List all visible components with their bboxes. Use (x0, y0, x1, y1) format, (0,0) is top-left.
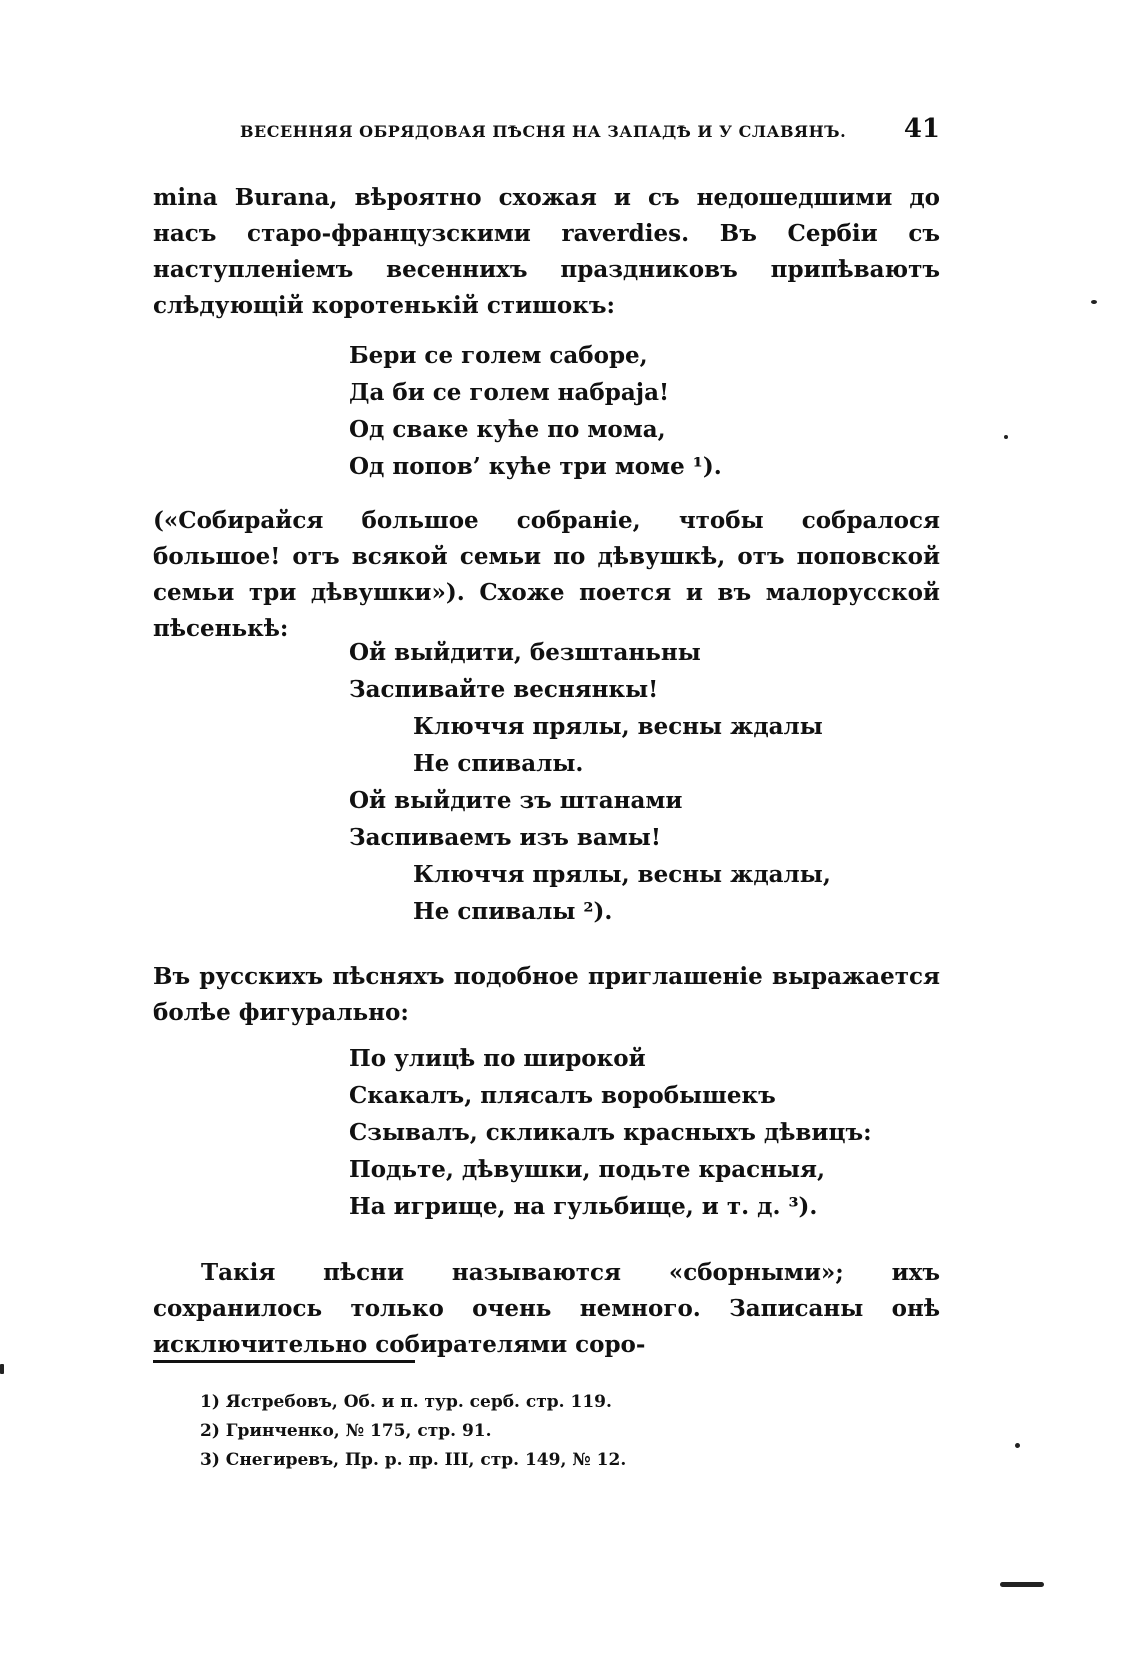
verse-line: Скакалъ, плясалъ воробышекъ (349, 1082, 776, 1109)
verse-line-indented: Не спивалы. (413, 750, 584, 777)
verse-line: Подьте, дѣвушки, подьте красныя, (349, 1156, 826, 1183)
scan-speck (1004, 435, 1008, 439)
footnote: 3) Снегиревъ, Пр. р. пр. III, стр. 149, № 12. (200, 1450, 627, 1470)
paragraph-4: Такія пѣсни называются «сборными»; ихъ сохранилось только очень немного. Записаны онѣ исключительно собирателями соро- (153, 1259, 940, 1358)
verse-line: На игрище, на гульбище, и т. д. ³). (349, 1193, 818, 1220)
paragraph-1: mina Burana, вѣроятно схожая и съ недошедшими до насъ старо-французскими raverdies. Въ Сербіи съ наступленіемъ весеннихъ праздниковъ припѣваютъ слѣдующій коротенькій стишокъ: (153, 184, 940, 319)
verse-line-indented: Ключчя прялы, весны ждалы, (413, 861, 831, 888)
scan-speck (1000, 1582, 1044, 1587)
verse-russian (349, 1040, 872, 1225)
scan-speck (1015, 1443, 1020, 1448)
footnote: 2) Гринченко, № 175, стр. 91. (200, 1421, 492, 1441)
scan-speck (1091, 300, 1097, 304)
paragraph-2: («Собирайся большое собраніе, чтобы собралося большое! отъ всякой семьи по дѣвушкѣ, отъ поповской семьи три дѣвушки»). Схоже поется и въ малорусской пѣсенькѣ: (153, 507, 940, 642)
paragraph-3: Въ русскихъ пѣсняхъ подобное приглашеніе выражается болѣе фигурально: (153, 963, 940, 1026)
verse-line: По улицѣ по широкой (349, 1045, 646, 1072)
footnotes (200, 1388, 626, 1475)
verse-line: Од попов’ куће три моме ¹). (349, 453, 722, 480)
page-number: 41 (903, 114, 940, 144)
verse-serbian (349, 337, 722, 485)
verse-line: Ой выйдите зъ штанами (349, 787, 683, 814)
running-header (240, 114, 940, 148)
verse-line: Заспивайте веснянкы! (349, 676, 659, 703)
footnote: 1) Ястребовъ, Об. и п. тур. серб. стр. 119. (200, 1392, 612, 1412)
verse-line: Да би се голем набраjа! (349, 379, 670, 406)
footnote-separator (153, 1360, 415, 1363)
verse-line: Сзывалъ, скликалъ красныхъ дѣвицъ: (349, 1119, 872, 1146)
scan-speck (0, 1364, 4, 1374)
verse-line-indented: Ключчя прялы, весны ждалы (413, 713, 823, 740)
verse-little-russian (349, 634, 831, 930)
verse-line-indented: Не спивалы ²). (413, 898, 613, 925)
verse-line: Од сваке куће по мома, (349, 416, 666, 443)
verse-line: Ой выйдити, безштаньны (349, 639, 701, 666)
verse-line: Бери се голем саборе, (349, 342, 648, 369)
running-title: ВЕСЕННЯЯ ОБРЯДОВАЯ ПѢСНЯ НА ЗАПАДѢ И У СЛАВЯНЪ. (240, 122, 847, 141)
verse-line: Заспиваемъ изъ вамы! (349, 824, 661, 851)
